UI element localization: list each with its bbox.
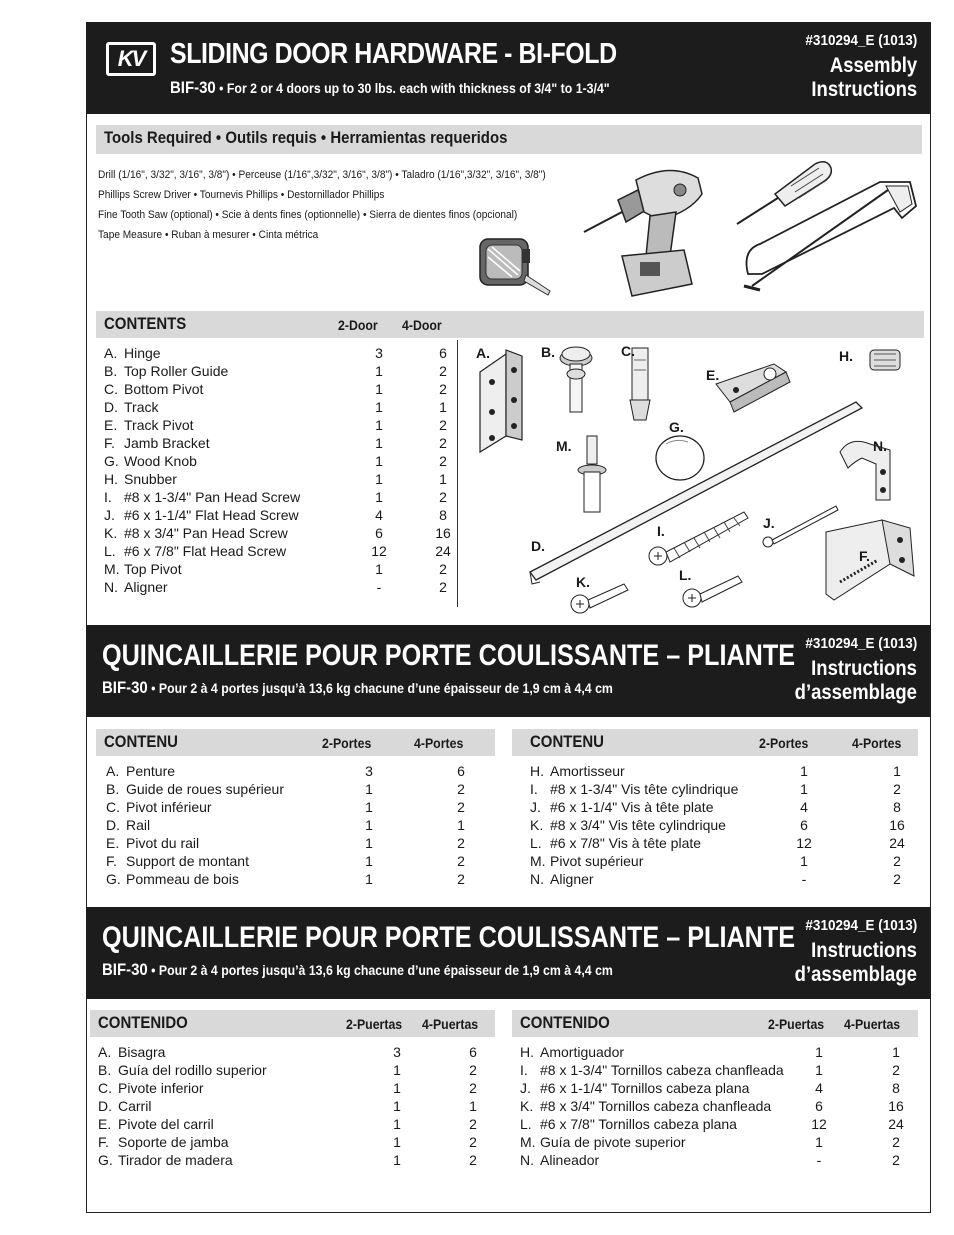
- instructions-label: [811, 54, 917, 102]
- item-letter: D.: [98, 1098, 112, 1114]
- contents-row: [104, 452, 468, 470]
- spanish-title: QUINCAILLERIE POUR PORTE COULISSANTE – PLIANTE: [102, 921, 796, 954]
- model-number: BIF-30: [170, 78, 216, 97]
- contenu-table-left: [106, 762, 524, 888]
- item-name: Guía del rodillo superior: [118, 1062, 267, 1078]
- item-letter: F.: [104, 435, 115, 451]
- qty-two: 1: [375, 561, 383, 577]
- qty-two: 1: [800, 853, 808, 869]
- french-header-banner: [86, 625, 931, 717]
- item-name: Amortisseur: [550, 763, 625, 779]
- item-name: #8 x 1-3/4" Vis tête cylindrique: [550, 781, 739, 797]
- item-letter: F.: [98, 1134, 109, 1150]
- item-letter: D.: [104, 399, 118, 415]
- qty-four: 2: [457, 781, 465, 797]
- qty-four: 2: [469, 1080, 477, 1096]
- contenu-heading-bar-left: [96, 729, 495, 756]
- part-label-m: M.: [556, 438, 572, 454]
- contents-row: [104, 398, 468, 416]
- contents-row: [530, 834, 950, 852]
- contents-row: [106, 870, 524, 888]
- qty-two: 1: [815, 1134, 823, 1150]
- page-title: SLIDING DOOR HARDWARE - BI-FOLD: [170, 38, 617, 70]
- contents-row: [104, 380, 468, 398]
- item-letter: K.: [520, 1098, 534, 1114]
- spanish-subtitle: [102, 960, 613, 980]
- contents-row: [520, 1115, 946, 1133]
- contents-row: [520, 1061, 946, 1079]
- qty-two: 1: [393, 1152, 401, 1168]
- qty-four: 2: [439, 561, 447, 577]
- contents-row: [104, 560, 468, 578]
- instructions-line2: Instructions: [811, 78, 917, 101]
- qty-four: 2: [893, 853, 901, 869]
- contents-row: [104, 344, 468, 362]
- item-name: Tirador de madera: [118, 1152, 233, 1168]
- contents-heading: CONTENTS: [104, 314, 187, 333]
- qty-four: 1: [457, 817, 465, 833]
- col-4door: 4-Door: [402, 317, 442, 333]
- item-name: Bisagra: [118, 1044, 166, 1060]
- qty-two: 1: [375, 381, 383, 397]
- item-name: Pommeau de bois: [126, 871, 239, 887]
- bullet: •: [219, 80, 224, 96]
- item-name: Penture: [126, 763, 176, 779]
- item-letter: E.: [98, 1116, 112, 1132]
- item-name: Snubber: [124, 471, 177, 487]
- contenido-heading: CONTENIDO: [98, 1013, 188, 1032]
- part-label-i: I.: [657, 523, 665, 539]
- item-name: Aligner: [550, 871, 594, 887]
- contents-row: [98, 1079, 506, 1097]
- qty-two: 3: [375, 345, 383, 361]
- item-name: Alineador: [540, 1152, 600, 1168]
- instructions-line1: Instructions: [811, 939, 917, 962]
- contenu-heading: CONTENU: [530, 732, 604, 751]
- item-letter: L.: [530, 835, 542, 851]
- item-letter: M.: [104, 561, 120, 577]
- item-letter: B.: [106, 781, 120, 797]
- qty-two: 1: [800, 781, 808, 797]
- qty-four: 2: [893, 781, 901, 797]
- qty-two: 1: [393, 1116, 401, 1132]
- contents-row: [98, 1151, 506, 1169]
- qty-four: 2: [469, 1152, 477, 1168]
- tool-item: Drill (1/16", 3/32", 3/16", 3/8") • Perceuse (1/16",3/32", 3/16", 3/8") • Taladro (1/16",3/32", 3/16", 3/8"): [98, 169, 546, 181]
- qty-four: 8: [439, 507, 447, 523]
- qty-four: 2: [469, 1062, 477, 1078]
- qty-two: 1: [375, 417, 383, 433]
- qty-four: 2: [439, 579, 447, 595]
- qty-two: 1: [393, 1080, 401, 1096]
- contents-row: [106, 780, 524, 798]
- qty-four: 2: [439, 435, 447, 451]
- qty-two: 1: [365, 871, 373, 887]
- col-2portes: 2-Portes: [322, 735, 372, 751]
- col-2portes: 2-Portes: [759, 735, 809, 751]
- item-letter: H.: [530, 763, 544, 779]
- item-name: Pivot du rail: [126, 835, 200, 851]
- item-letter: K.: [104, 525, 118, 541]
- qty-four: 16: [889, 817, 905, 833]
- qty-four: 1: [469, 1098, 477, 1114]
- item-letter: C.: [104, 381, 118, 397]
- item-letter: N.: [104, 579, 118, 595]
- contents-row: [106, 834, 524, 852]
- item-letter: G.: [106, 871, 121, 887]
- qty-two: 6: [800, 817, 808, 833]
- col-4portes: 4-Portes: [852, 735, 902, 751]
- qty-two: 4: [815, 1080, 823, 1096]
- item-letter: M.: [530, 853, 546, 869]
- item-name: #6 x 1-1/4" Vis à tête plate: [550, 799, 714, 815]
- qty-two: 12: [811, 1116, 827, 1132]
- part-label-l: L.: [679, 567, 692, 583]
- contents-row: [530, 870, 950, 888]
- qty-four: 1: [892, 1044, 900, 1060]
- qty-four: 2: [439, 453, 447, 469]
- item-letter: L.: [104, 543, 116, 559]
- french-description: Pour 2 à 4 portes jusqu’à 13,6 kg chacune d’une épaisseur de 1,9 cm à 4,4 cm: [158, 680, 613, 696]
- contents-row: [98, 1043, 506, 1061]
- item-name: #8 x 1-3/4" Tornillos cabeza chanfleada: [540, 1062, 784, 1078]
- qty-four: 6: [457, 763, 465, 779]
- contents-row: [104, 524, 468, 542]
- qty-four: 2: [457, 871, 465, 887]
- item-name: #8 x 3/4" Vis tête cylindrique: [550, 817, 726, 833]
- tool-item: Phillips Screw Driver • Tournevis Phillips • Destornillador Phillips: [98, 189, 385, 201]
- contents-row: [520, 1043, 946, 1061]
- spanish-description: Pour 2 à 4 portes jusqu’à 13,6 kg chacune d’une épaisseur de 1,9 cm à 4,4 cm: [158, 962, 613, 978]
- part-label-e: E.: [706, 367, 720, 383]
- contenido-heading-bar-right: [512, 1010, 918, 1037]
- qty-two: 1: [365, 817, 373, 833]
- item-name: Amortiguador: [540, 1044, 625, 1060]
- qty-four: 8: [893, 799, 901, 815]
- item-name: Pivot inférieur: [126, 799, 212, 815]
- item-name: Pivote del carril: [118, 1116, 214, 1132]
- qty-four: 16: [435, 525, 451, 541]
- qty-four: 8: [892, 1080, 900, 1096]
- qty-two: 3: [393, 1044, 401, 1060]
- qty-four: 2: [892, 1062, 900, 1078]
- item-name: #6 x 1-1/4" Flat Head Screw: [124, 507, 299, 523]
- item-letter: A.: [104, 345, 118, 361]
- qty-four: 2: [457, 799, 465, 815]
- qty-two: 1: [375, 435, 383, 451]
- item-letter: H.: [104, 471, 118, 487]
- contenu-heading-bar-right: [512, 729, 918, 756]
- item-name: Top Roller Guide: [124, 363, 229, 379]
- item-letter: F.: [106, 853, 117, 869]
- tape-measure-illustration: [478, 235, 553, 300]
- item-name: Pivot supérieur: [550, 853, 644, 869]
- contents-row: [520, 1097, 946, 1115]
- qty-two: 6: [815, 1098, 823, 1114]
- qty-two: -: [801, 871, 807, 887]
- item-name: #8 x 3/4" Tornillos cabeza chanfleada: [540, 1098, 772, 1114]
- model-number: BIF-30: [102, 678, 148, 697]
- qty-two: 1: [365, 853, 373, 869]
- french-title: QUINCAILLERIE POUR PORTE COULISSANTE – PLIANTE: [102, 639, 796, 672]
- qty-four: 2: [469, 1134, 477, 1150]
- item-name: Bottom Pivot: [124, 381, 204, 397]
- item-name: #6 x 7/8" Vis à tête plate: [550, 835, 702, 851]
- qty-four: 1: [893, 763, 901, 779]
- col-2door: 2-Door: [338, 317, 378, 333]
- contents-row: [106, 762, 524, 780]
- qty-two: 1: [375, 489, 383, 505]
- qty-four: 2: [439, 363, 447, 379]
- contents-row: [104, 434, 468, 452]
- drill-illustration: [580, 160, 705, 300]
- part-label-b: B.: [541, 344, 555, 360]
- tools-list: [98, 165, 546, 245]
- item-name: Track: [124, 399, 159, 415]
- english-header-banner: [86, 22, 931, 114]
- qty-four: 2: [469, 1116, 477, 1132]
- item-letter: H.: [520, 1044, 534, 1060]
- qty-four: 24: [889, 835, 905, 851]
- part-label-h: H.: [839, 348, 853, 364]
- item-letter: E.: [104, 417, 118, 433]
- item-letter: C.: [106, 799, 120, 815]
- part-label-g: G.: [669, 419, 684, 435]
- item-letter: B.: [104, 363, 118, 379]
- instructions-line1: Assembly: [829, 54, 917, 77]
- qty-four: 2: [892, 1134, 900, 1150]
- document-code: #310294_E (1013): [805, 917, 917, 934]
- item-name: Aligner: [124, 579, 168, 595]
- item-name: #6 x 7/8" Tornillos cabeza plana: [540, 1116, 737, 1132]
- contents-row: [106, 816, 524, 834]
- item-letter: E.: [106, 835, 120, 851]
- item-letter: G.: [104, 453, 119, 469]
- parts-illustration: [470, 340, 920, 615]
- item-letter: K.: [530, 817, 544, 833]
- item-name: Track Pivot: [124, 417, 194, 433]
- qty-four: 16: [888, 1098, 904, 1114]
- instructions-line2: d’assemblage: [794, 963, 917, 986]
- saw-illustration: [740, 178, 920, 298]
- part-label-f: F.: [859, 548, 870, 564]
- product-subtitle: [170, 78, 610, 98]
- bullet: •: [151, 962, 156, 978]
- part-label-d: D.: [531, 538, 545, 554]
- item-name: Pivote inferior: [118, 1080, 204, 1096]
- item-name: Carril: [118, 1098, 152, 1114]
- contenido-heading: CONTENIDO: [520, 1013, 610, 1032]
- qty-two: 1: [375, 399, 383, 415]
- contenido-table-right: [520, 1043, 946, 1169]
- item-letter: G.: [98, 1152, 113, 1168]
- part-label-k: K.: [576, 574, 590, 590]
- qty-two: 3: [365, 763, 373, 779]
- qty-two: 1: [393, 1062, 401, 1078]
- item-letter: B.: [98, 1062, 112, 1078]
- contents-row: [530, 816, 950, 834]
- qty-two: 1: [375, 453, 383, 469]
- model-number: BIF-30: [102, 960, 148, 979]
- qty-two: 1: [365, 799, 373, 815]
- item-name: Rail: [126, 817, 151, 833]
- tool-item: Tape Measure • Ruban à mesurer • Cinta métrica: [98, 229, 319, 241]
- col-4puertas: 4-Puertas: [844, 1016, 901, 1032]
- item-name: Hinge: [124, 345, 161, 361]
- qty-two: 1: [375, 363, 383, 379]
- contents-heading-bar: [96, 311, 924, 338]
- contents-divider: [457, 340, 458, 607]
- french-instructions-label: [795, 657, 917, 705]
- item-letter: M.: [520, 1134, 536, 1150]
- tool-item: Fine Tooth Saw (optional) • Scie à dents fines (optionnelle) • Sierra de dientes finos (opcional): [98, 209, 518, 221]
- qty-two: -: [376, 579, 382, 595]
- contents-row: [530, 798, 950, 816]
- product-description: For 2 or 4 doors up to 30 lbs. each with thickness of 3/4" to 1-3/4": [226, 80, 610, 96]
- qty-four: 2: [439, 381, 447, 397]
- qty-two: -: [816, 1152, 822, 1168]
- item-letter: A.: [98, 1044, 112, 1060]
- contents-row: [530, 762, 950, 780]
- spanish-header-banner: [86, 907, 931, 999]
- qty-four: 1: [439, 471, 447, 487]
- contents-row: [104, 416, 468, 434]
- item-name: Jamb Bracket: [124, 435, 210, 451]
- item-letter: N.: [530, 871, 544, 887]
- contents-row: [520, 1133, 946, 1151]
- qty-two: 6: [375, 525, 383, 541]
- qty-two: 1: [815, 1044, 823, 1060]
- qty-four: 6: [439, 345, 447, 361]
- qty-two: 1: [365, 781, 373, 797]
- contents-row: [98, 1133, 506, 1151]
- hinge-part: [480, 350, 522, 452]
- qty-two: 1: [815, 1062, 823, 1078]
- qty-two: 4: [375, 507, 383, 523]
- item-letter: J.: [520, 1080, 531, 1096]
- qty-two: 12: [371, 543, 387, 559]
- contenu-table-right: [530, 762, 950, 888]
- qty-four: 24: [435, 543, 451, 559]
- contents-row: [104, 488, 468, 506]
- contents-row: [98, 1115, 506, 1133]
- french-subtitle: [102, 678, 613, 698]
- qty-four: 1: [439, 399, 447, 415]
- qty-two: 1: [393, 1134, 401, 1150]
- document-code: #310294_E (1013): [805, 635, 917, 652]
- col-2puertas: 2-Puertas: [346, 1016, 403, 1032]
- qty-two: 12: [796, 835, 812, 851]
- item-name: #6 x 1-1/4" Tornillos cabeza plana: [540, 1080, 750, 1096]
- item-letter: J.: [104, 507, 115, 523]
- item-name: Guide de roues supérieur: [126, 781, 284, 797]
- bullet: •: [151, 680, 156, 696]
- contents-row: [104, 506, 468, 524]
- contents-row: [530, 852, 950, 870]
- part-label-a: A.: [476, 345, 490, 361]
- tools-heading-bar: [96, 125, 922, 154]
- col-4puertas: 4-Puertas: [422, 1016, 479, 1032]
- contents-row: [530, 780, 950, 798]
- qty-two: 4: [800, 799, 808, 815]
- contents-row: [106, 798, 524, 816]
- spanish-instructions-label: [795, 939, 917, 987]
- col-2puertas: 2-Puertas: [768, 1016, 825, 1032]
- qty-four: 2: [457, 853, 465, 869]
- contents-row: [106, 852, 524, 870]
- item-letter: J.: [530, 799, 541, 815]
- contenido-table-left: [98, 1043, 506, 1169]
- item-name: Soporte de jamba: [118, 1134, 229, 1150]
- document-code: #310294_E (1013): [805, 32, 917, 49]
- instructions-line1: Instructions: [811, 657, 917, 680]
- qty-four: 24: [888, 1116, 904, 1132]
- qty-two: 1: [375, 471, 383, 487]
- item-letter: A.: [106, 763, 120, 779]
- contents-row: [520, 1079, 946, 1097]
- item-letter: C.: [98, 1080, 112, 1096]
- item-letter: L.: [520, 1116, 532, 1132]
- contents-row: [104, 470, 468, 488]
- part-label-n: N.: [873, 438, 887, 454]
- qty-two: 1: [393, 1098, 401, 1114]
- contents-table: [104, 344, 468, 596]
- item-letter: D.: [106, 817, 120, 833]
- contents-row: [98, 1061, 506, 1079]
- item-name: Wood Knob: [124, 453, 197, 469]
- col-4portes: 4-Portes: [414, 735, 464, 751]
- contents-row: [104, 578, 468, 596]
- qty-four: 2: [439, 489, 447, 505]
- instructions-line2: d’assemblage: [794, 681, 917, 704]
- qty-four: 2: [893, 871, 901, 887]
- item-name: #8 x 3/4" Pan Head Screw: [124, 525, 288, 541]
- qty-two: 1: [365, 835, 373, 851]
- item-name: Guía de pivote superior: [540, 1134, 686, 1150]
- qty-four: 2: [892, 1152, 900, 1168]
- contents-row: [520, 1151, 946, 1169]
- part-label-c: C.: [621, 343, 635, 359]
- item-name: Support de montant: [126, 853, 249, 869]
- item-letter: I.: [530, 781, 538, 797]
- contents-row: [104, 542, 468, 560]
- contenu-heading: CONTENU: [104, 732, 178, 751]
- item-letter: N.: [520, 1152, 534, 1168]
- item-letter: I.: [104, 489, 112, 505]
- contents-row: [104, 362, 468, 380]
- qty-four: 6: [469, 1044, 477, 1060]
- item-name: #6 x 7/8" Flat Head Screw: [124, 543, 287, 559]
- kv-logo: KV: [106, 42, 156, 76]
- tools-heading: Tools Required • Outils requis • Herramientas requeridos: [104, 128, 508, 147]
- contents-row: [98, 1097, 506, 1115]
- item-name: Top Pivot: [124, 561, 182, 577]
- qty-four: 2: [457, 835, 465, 851]
- contenido-heading-bar-left: [90, 1010, 495, 1037]
- item-letter: I.: [520, 1062, 528, 1078]
- qty-four: 2: [439, 417, 447, 433]
- qty-two: 1: [800, 763, 808, 779]
- item-name: #8 x 1-3/4" Pan Head Screw: [124, 489, 301, 505]
- part-label-j: J.: [763, 515, 775, 531]
